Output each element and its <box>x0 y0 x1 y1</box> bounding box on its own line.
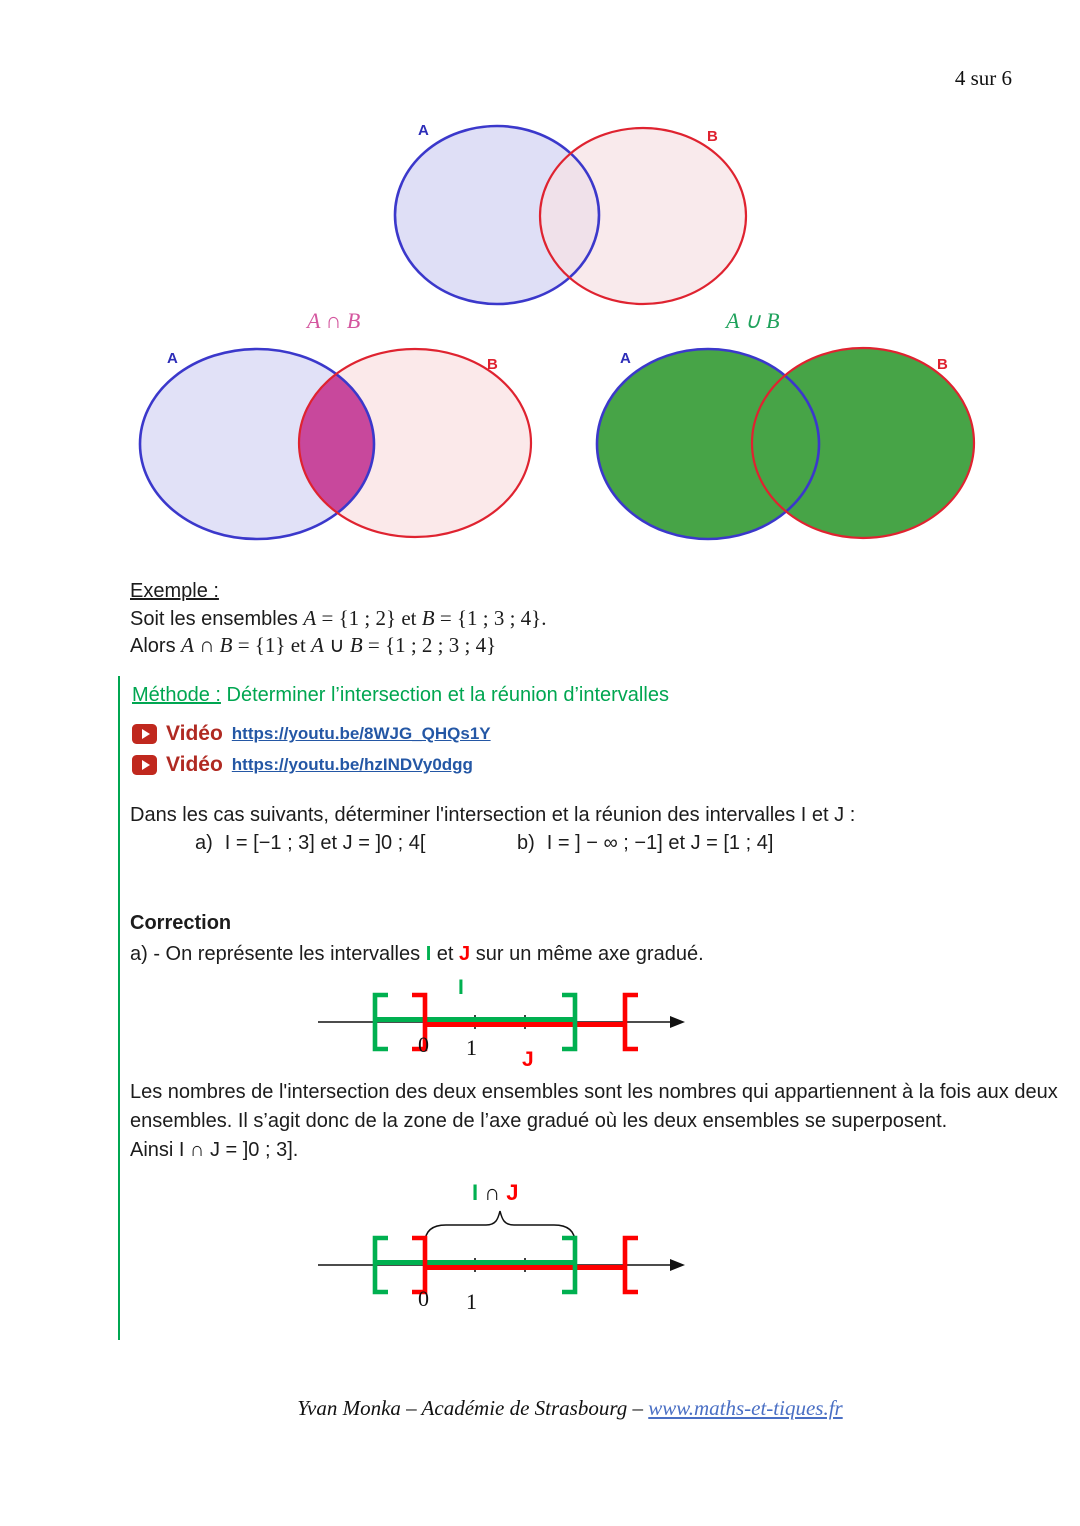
example-heading: Exemple : <box>130 580 219 602</box>
video-row-1 <box>132 722 491 746</box>
footer-site-link[interactable]: www.maths-et-tiques.fr <box>648 1396 843 1420</box>
intersection-brace <box>425 1211 575 1243</box>
math-b: B <box>219 633 233 657</box>
set-b-symbol: B <box>421 606 435 630</box>
video-link-1[interactable]: https://youtu.be/8WJG_QHQs1Y <box>231 724 491 743</box>
number-line-diagram-1 <box>310 970 690 1075</box>
method-section-bar <box>118 676 120 1340</box>
union-operator: ∪ <box>323 633 350 657</box>
correction-line-a-et: et <box>431 943 460 965</box>
diagram2-label-i: I <box>472 1180 479 1205</box>
diagram1-label-j: J <box>522 1048 534 1071</box>
set-a-symbol: A <box>303 606 317 630</box>
example-line-1 <box>130 606 547 631</box>
youtube-play-icon[interactable] <box>132 724 157 744</box>
correction-line-a-end: sur un même axe gradué. <box>470 943 704 965</box>
overview-label-b: B <box>707 128 718 145</box>
example-line1-text: Soit les ensembles <box>130 608 304 630</box>
exercise-intro: Dans les cas suivants, déterminer l'intersection et la réunion des intervalles I et J : <box>130 804 856 826</box>
diagram2-label-j: J <box>506 1180 519 1205</box>
union-title: A ∪ B <box>726 308 780 333</box>
diagram1-label-i: I <box>458 976 464 999</box>
method-heading-label: Méthode : <box>132 684 221 706</box>
intersection-symbol: ∩ <box>478 1180 507 1205</box>
diagram2-tick-0: 0 <box>418 1286 429 1311</box>
venn-union-diagram <box>595 338 990 546</box>
set-a-values: = {1 ; 2} et <box>316 606 422 630</box>
conclusion-line: Ainsi I ∩ J = ]0 ; 3]. <box>130 1139 299 1161</box>
case-a <box>195 832 425 855</box>
video-label: Vidéo <box>166 753 223 776</box>
interval-j-label: J <box>459 943 471 965</box>
math-b2: B <box>349 633 363 657</box>
union-label-a: A <box>620 350 631 367</box>
method-heading <box>132 684 669 707</box>
method-heading-text: Déterminer l’intersection et la réunion d’intervalles <box>220 684 669 706</box>
video-label: Vidéo <box>166 722 223 745</box>
math-a2: A <box>311 633 324 657</box>
video-row-2 <box>132 753 473 777</box>
youtube-play-icon[interactable] <box>132 755 157 775</box>
intersection-label-b: B <box>487 356 498 373</box>
case-a-label: a) <box>195 832 213 854</box>
overview-label-a: A <box>418 122 429 139</box>
case-b-expression: I = ] − ∞ ; −1] et J = [1 ; 4] <box>546 832 774 854</box>
case-a-expression: I = [−1 ; 3] et J = ]0 ; 4[ <box>224 832 426 854</box>
venn-overview-diagram <box>385 108 755 320</box>
page-number: 4 sur 6 <box>954 66 1012 90</box>
case-b <box>517 832 773 855</box>
correction-line-a-text: a) - On représente les intervalles <box>130 943 426 965</box>
intersect-operator: ∩ <box>193 633 220 657</box>
diagram1-tick-1: 1 <box>466 1035 477 1060</box>
explanation-paragraph: Les nombres de l'intersection des deux ensembles sont les nombres qui appartiennent à la fois aux deux ensembles. Il s’agit donc de la zone de l’axe gradué où les deux ensembles se superposent. <box>130 1081 1058 1132</box>
example-line2-text: Alors <box>130 635 182 657</box>
diagram2-tick-1: 1 <box>466 1289 477 1314</box>
set-b-values: = {1 ; 3 ; 4}. <box>434 606 547 630</box>
axis-arrow <box>670 1259 685 1271</box>
venn-intersection-diagram <box>135 338 535 546</box>
interval-i-label: I <box>425 943 432 965</box>
video-link-2[interactable]: https://youtu.be/hzINDVy0dgg <box>231 755 473 774</box>
union-label-b: B <box>937 356 948 373</box>
math-a: A <box>181 633 194 657</box>
correction-line-a <box>130 943 704 966</box>
example-line-2 <box>130 633 496 658</box>
diagram2-intersection-label <box>472 1180 519 1206</box>
intersection-label-a: A <box>167 350 178 367</box>
case-b-label: b) <box>517 832 535 854</box>
correction-heading: Correction <box>130 912 232 934</box>
intersect-result: = {1} et <box>232 633 312 657</box>
intersection-title: A ∩ B <box>307 308 361 333</box>
footer-author: Yvan Monka – Académie de Strasbourg – <box>297 1396 649 1420</box>
union-result: = {1 ; 2 ; 3 ; 4} <box>362 633 497 657</box>
diagram1-tick-0: 0 <box>418 1032 429 1057</box>
axis-arrow <box>670 1016 685 1028</box>
footer <box>60 1396 1080 1421</box>
